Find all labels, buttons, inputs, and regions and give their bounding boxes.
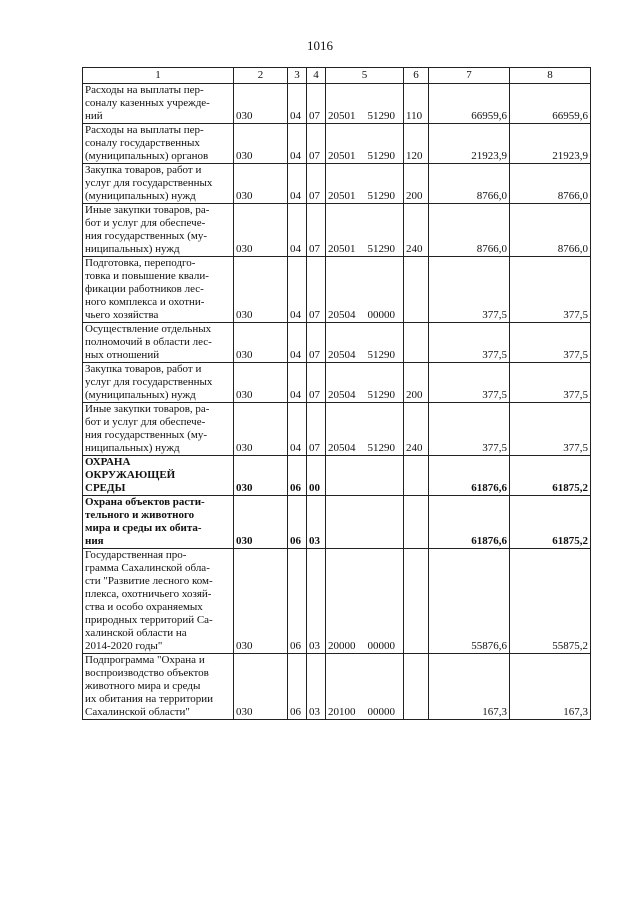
- row-col-7: 377,5: [429, 257, 510, 323]
- row-col-5-part-a: 20504: [328, 442, 356, 454]
- table-row: [83, 654, 591, 720]
- table-row: [83, 257, 591, 323]
- row-name: Осуществление отдельных полномочий в области лес- ных отношений: [83, 323, 234, 363]
- row-col-7: 61876,6: [429, 496, 510, 549]
- row-col-2: 030: [234, 164, 288, 204]
- row-col-5-part-a: 20504: [328, 349, 356, 361]
- row-col-7: 377,5: [429, 323, 510, 363]
- row-col-8: 377,5: [510, 257, 591, 323]
- row-col-6: [404, 654, 429, 720]
- header-col-5: 5: [326, 68, 404, 84]
- row-col-7: 8766,0: [429, 164, 510, 204]
- row-col-2: 030: [234, 257, 288, 323]
- row-col-5: [326, 456, 404, 496]
- row-col-6: 200: [404, 363, 429, 403]
- row-col-3: 04: [288, 84, 307, 124]
- row-col-5: [326, 84, 404, 124]
- row-col-8: 21923,9: [510, 124, 591, 164]
- row-col-6: 120: [404, 124, 429, 164]
- row-col-6: [404, 496, 429, 549]
- row-col-4: 03: [307, 496, 326, 549]
- row-col-5: [326, 549, 404, 654]
- row-col-7: 377,5: [429, 363, 510, 403]
- row-col-5-part-a: 20501: [328, 110, 356, 122]
- row-col-5: [326, 403, 404, 456]
- row-col-7: 377,5: [429, 403, 510, 456]
- row-col-3: 06: [288, 654, 307, 720]
- row-col-3: 04: [288, 257, 307, 323]
- row-col-8: 377,5: [510, 323, 591, 363]
- row-col-4: 00: [307, 456, 326, 496]
- table-row: [83, 496, 591, 549]
- row-col-6: 240: [404, 204, 429, 257]
- row-col-5-part-a: 20000: [328, 640, 356, 652]
- row-col-5-part-a: 20501: [328, 150, 356, 162]
- table-body: [83, 68, 591, 720]
- row-col-5-part-b: 51290: [367, 349, 395, 361]
- row-name: Расходы на выплаты пер- соналу государственных (муниципальных) органов: [83, 124, 234, 164]
- header-col-3: 3: [288, 68, 307, 84]
- row-col-4: 07: [307, 403, 326, 456]
- table-row: [83, 549, 591, 654]
- row-col-7: 8766,0: [429, 204, 510, 257]
- row-col-5: [326, 654, 404, 720]
- row-col-3: 06: [288, 496, 307, 549]
- row-name: Иные закупки товаров, ра- бот и услуг для обеспече- ния государственных (му- ниципальных) нужд: [83, 204, 234, 257]
- row-col-5-part-a: 20504: [328, 389, 356, 401]
- row-col-4: 07: [307, 124, 326, 164]
- row-name: Иные закупки товаров, ра- бот и услуг для обеспече- ния государственных (му- ниципальных) нужд: [83, 403, 234, 456]
- row-col-4: 07: [307, 323, 326, 363]
- row-col-8: 377,5: [510, 363, 591, 403]
- row-col-5-part-b: 51290: [367, 442, 395, 454]
- row-col-5-part-a: 20501: [328, 190, 356, 202]
- row-col-5: [326, 363, 404, 403]
- header-col-8: 8: [510, 68, 591, 84]
- row-col-7: 167,3: [429, 654, 510, 720]
- row-col-5-part-a: 20100: [328, 706, 356, 718]
- budget-table: [82, 67, 591, 720]
- row-name: Закупка товаров, работ и услуг для государственных (муниципальных) нужд: [83, 363, 234, 403]
- header-row: [83, 68, 591, 84]
- row-col-2: 030: [234, 323, 288, 363]
- row-col-7: 61876,6: [429, 456, 510, 496]
- row-col-5-part-a: 20504: [328, 309, 356, 321]
- row-col-2: 030: [234, 124, 288, 164]
- header-col-7: 7: [429, 68, 510, 84]
- table-row: [83, 84, 591, 124]
- row-col-6: 240: [404, 403, 429, 456]
- row-col-8: 61875,2: [510, 496, 591, 549]
- row-col-4: 07: [307, 257, 326, 323]
- row-col-8: 66959,6: [510, 84, 591, 124]
- row-name: Расходы на выплаты пер- соналу казенных учрежде- ний: [83, 84, 234, 124]
- table-row: [83, 456, 591, 496]
- row-col-5-part-b: 51290: [367, 110, 395, 122]
- row-col-3: 04: [288, 204, 307, 257]
- row-col-5: [326, 257, 404, 323]
- row-col-4: 07: [307, 84, 326, 124]
- row-name: Подпрограмма "Охрана и воспроизводство объектов животного мира и среды их обитания на территории Сахалинской области": [83, 654, 234, 720]
- row-col-3: 06: [288, 456, 307, 496]
- header-col-6: 6: [404, 68, 429, 84]
- row-col-2: 030: [234, 496, 288, 549]
- row-col-7: 66959,6: [429, 84, 510, 124]
- table-row: [83, 204, 591, 257]
- row-col-3: 04: [288, 164, 307, 204]
- row-col-5: [326, 204, 404, 257]
- row-col-5-part-b: 51290: [367, 243, 395, 255]
- row-col-3: 04: [288, 323, 307, 363]
- table-row: [83, 164, 591, 204]
- row-col-4: 07: [307, 164, 326, 204]
- row-name: ОХРАНА ОКРУЖАЮЩЕЙ СРЕДЫ: [83, 456, 234, 496]
- row-col-2: 030: [234, 403, 288, 456]
- row-col-3: 04: [288, 124, 307, 164]
- row-col-8: 8766,0: [510, 204, 591, 257]
- header-col-4: 4: [307, 68, 326, 84]
- row-col-5: [326, 164, 404, 204]
- row-col-6: 110: [404, 84, 429, 124]
- row-col-6: 200: [404, 164, 429, 204]
- row-col-5: [326, 323, 404, 363]
- row-name: Закупка товаров, работ и услуг для государственных (муниципальных) нужд: [83, 164, 234, 204]
- row-col-7: 55876,6: [429, 549, 510, 654]
- row-col-2: 030: [234, 84, 288, 124]
- header-col-1: 1: [83, 68, 234, 84]
- row-col-4: 03: [307, 654, 326, 720]
- row-col-8: 8766,0: [510, 164, 591, 204]
- row-col-8: 377,5: [510, 403, 591, 456]
- header-col-2: 2: [234, 68, 288, 84]
- row-col-2: 030: [234, 204, 288, 257]
- row-col-4: 07: [307, 204, 326, 257]
- row-col-3: 04: [288, 363, 307, 403]
- row-col-5-part-a: 20501: [328, 243, 356, 255]
- table-row: [83, 403, 591, 456]
- row-col-5-part-b: 00000: [367, 640, 395, 652]
- row-col-7: 21923,9: [429, 124, 510, 164]
- row-col-5: [326, 496, 404, 549]
- row-col-6: [404, 323, 429, 363]
- row-col-6: [404, 549, 429, 654]
- row-col-2: 030: [234, 654, 288, 720]
- table-row: [83, 323, 591, 363]
- row-col-8: 55875,2: [510, 549, 591, 654]
- page-number: 1016: [307, 38, 333, 53]
- row-col-8: 167,3: [510, 654, 591, 720]
- table-row: [83, 124, 591, 164]
- row-col-8: 61875,2: [510, 456, 591, 496]
- row-col-5-part-b: 00000: [367, 706, 395, 718]
- row-col-5: [326, 124, 404, 164]
- row-name: Подготовка, переподго- товка и повышение квали- фикации работников лес- ного комплекса и охотни- чьего хозяйства: [83, 257, 234, 323]
- row-col-3: 04: [288, 403, 307, 456]
- row-col-5-part-b: 51290: [367, 389, 395, 401]
- row-col-3: 06: [288, 549, 307, 654]
- row-name: Охрана объектов расти- тельного и животного мира и среды их обита- ния: [83, 496, 234, 549]
- row-name: Государственная про- грамма Сахалинской обла- сти "Развитие лесного ком- плекса, охотничьего хозяй- ства и особо охраняемых природных территорий Са- халинской области на 2014-2020 годы": [83, 549, 234, 654]
- row-col-4: 03: [307, 549, 326, 654]
- table-row: [83, 363, 591, 403]
- row-col-5-part-b: 00000: [367, 309, 395, 321]
- row-col-2: 030: [234, 456, 288, 496]
- row-col-2: 030: [234, 549, 288, 654]
- row-col-2: 030: [234, 363, 288, 403]
- row-col-5-part-b: 51290: [367, 150, 395, 162]
- row-col-5-part-b: 51290: [367, 190, 395, 202]
- row-col-6: [404, 257, 429, 323]
- row-col-6: [404, 456, 429, 496]
- row-col-4: 07: [307, 363, 326, 403]
